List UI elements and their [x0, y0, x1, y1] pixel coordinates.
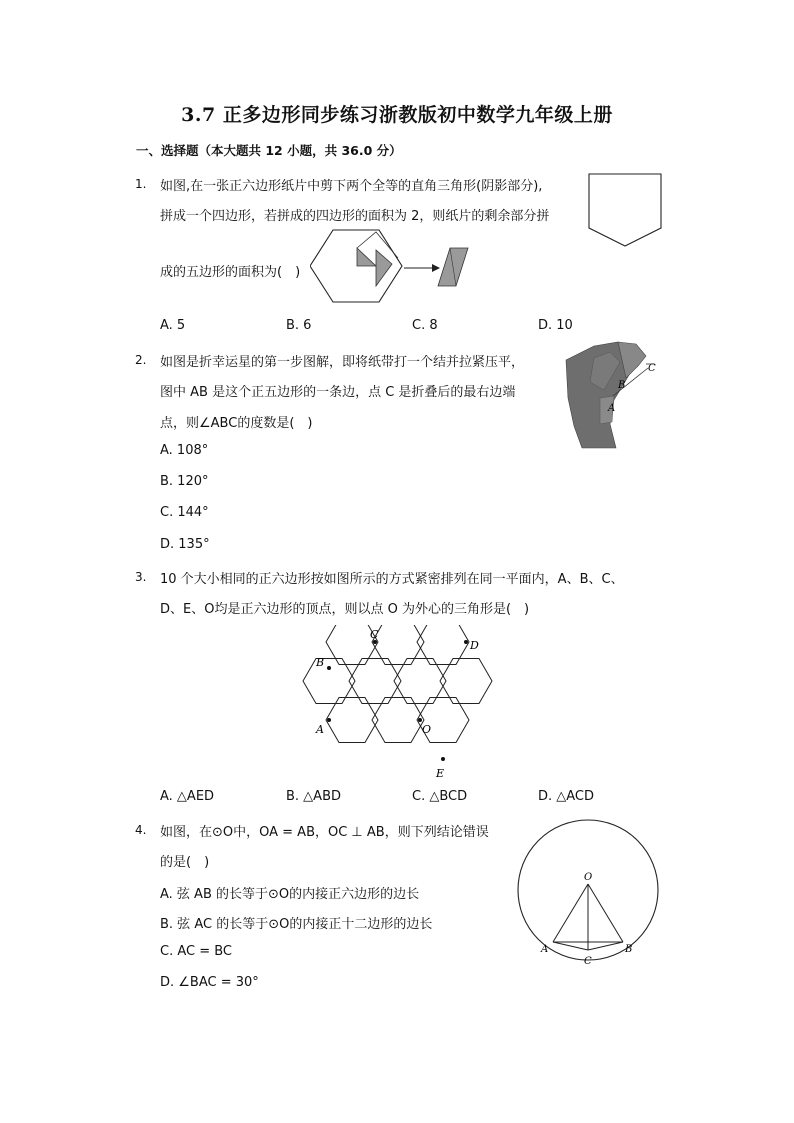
q4-label-c: C	[584, 956, 592, 967]
q1-line-2: 拼成一个四边形，若拼成的四边形的面积为 2，则纸片的剩余部分拼	[160, 209, 550, 224]
q3-option-c: C. △BCD	[412, 789, 468, 804]
q2-label-b: B	[618, 380, 626, 391]
q4-option-a: A. 弦 AB 的长等于⊙O的内接正六边形的边长	[160, 887, 420, 902]
q2-line-3: 点，则∠ABC的度数是( )	[160, 416, 313, 431]
page-title: 3.7 正多边形同步练习浙教版初中数学九年级上册	[181, 104, 613, 126]
q2-option-a: A. 108°	[160, 443, 209, 458]
q1-number: 1.	[135, 177, 147, 191]
q3-label-c: C	[370, 628, 379, 641]
q3-hexagon-6	[394, 659, 446, 704]
q1-line-1: 如图,在一张正六边形纸片中剪下两个全等的直角三角形(阴影部分),	[160, 179, 543, 194]
q2-label-c: C	[648, 363, 656, 374]
q4-number: 4.	[135, 823, 147, 837]
q3-option-b: B. △ABD	[286, 789, 342, 804]
q3-line-2: D、E、O均是正六边形的顶点，则以点 O 为外心的三角形是( )	[160, 602, 530, 617]
q3-number: 3.	[135, 570, 147, 584]
q1-option-d: D. 10	[538, 318, 573, 333]
q2-label-a: A	[608, 403, 616, 414]
section-heading: 一、选择题（本大题共 12 小题，共 36.0 分）	[136, 143, 402, 158]
q4-option-b: B. 弦 AC 的长等于⊙O的内接正十二边形的边长	[160, 917, 433, 932]
q4-line-1: 如图，在⊙O中，OA = AB，OC ⊥ AB，则下列结论错误	[160, 825, 489, 840]
q1-option-c: C. 8	[412, 318, 438, 333]
q3-label-o: O	[422, 723, 432, 736]
q3-label-d: D	[470, 639, 479, 652]
q3-line-1: 10 个大小相同的正六边形按如图所示的方式紧密排列在同一平面内，A、B、C、	[160, 572, 624, 587]
q4-line-2: 的是( )	[160, 855, 210, 870]
q3-hexagon-9	[372, 698, 424, 743]
q3-option-a: A. △AED	[160, 789, 215, 804]
q2-option-d: D. 135°	[160, 537, 210, 552]
q3-option-d: D. △ACD	[538, 789, 595, 804]
q1-hexagon-figure	[310, 228, 490, 308]
q4-label-b: B	[625, 944, 633, 955]
q3-hexagon-4	[303, 659, 355, 704]
q2-option-b: B. 120°	[160, 474, 209, 489]
q2-line-2: 图中 AB 是这个正五边形的一条边，点 C 是折叠后的最右边端	[160, 385, 516, 400]
q3-label-a: A	[316, 723, 324, 736]
q4-label-o: O	[584, 872, 593, 883]
q1-line-3: 成的五边形的面积为( )	[160, 265, 301, 280]
q4-option-c: C. AC = BC	[160, 944, 233, 959]
q4-option-d: D. ∠BAC = 30°	[160, 975, 259, 990]
q1-option-b: B. 6	[286, 318, 312, 333]
q3-hexagon-8	[326, 698, 378, 743]
q1-pentagon-figure	[585, 172, 665, 248]
q3-label-b: B	[316, 656, 325, 669]
q2-line-1: 如图是折幸运星的第一步图解，即将纸带打一个结并拉紧压平，	[160, 355, 525, 370]
q3-hexagon-5	[349, 659, 401, 704]
q3-hexagon-7	[440, 659, 492, 704]
q3-hexagon-grid-figure	[300, 625, 500, 783]
q2-option-c: C. 144°	[160, 505, 209, 520]
q2-folded-strip-figure	[560, 338, 670, 450]
q4-label-a: A	[541, 944, 549, 955]
q4-circle-figure	[512, 812, 664, 972]
q3-label-e: E	[436, 767, 445, 780]
q1-option-a: A. 5	[160, 318, 186, 333]
q2-number: 2.	[135, 353, 147, 367]
